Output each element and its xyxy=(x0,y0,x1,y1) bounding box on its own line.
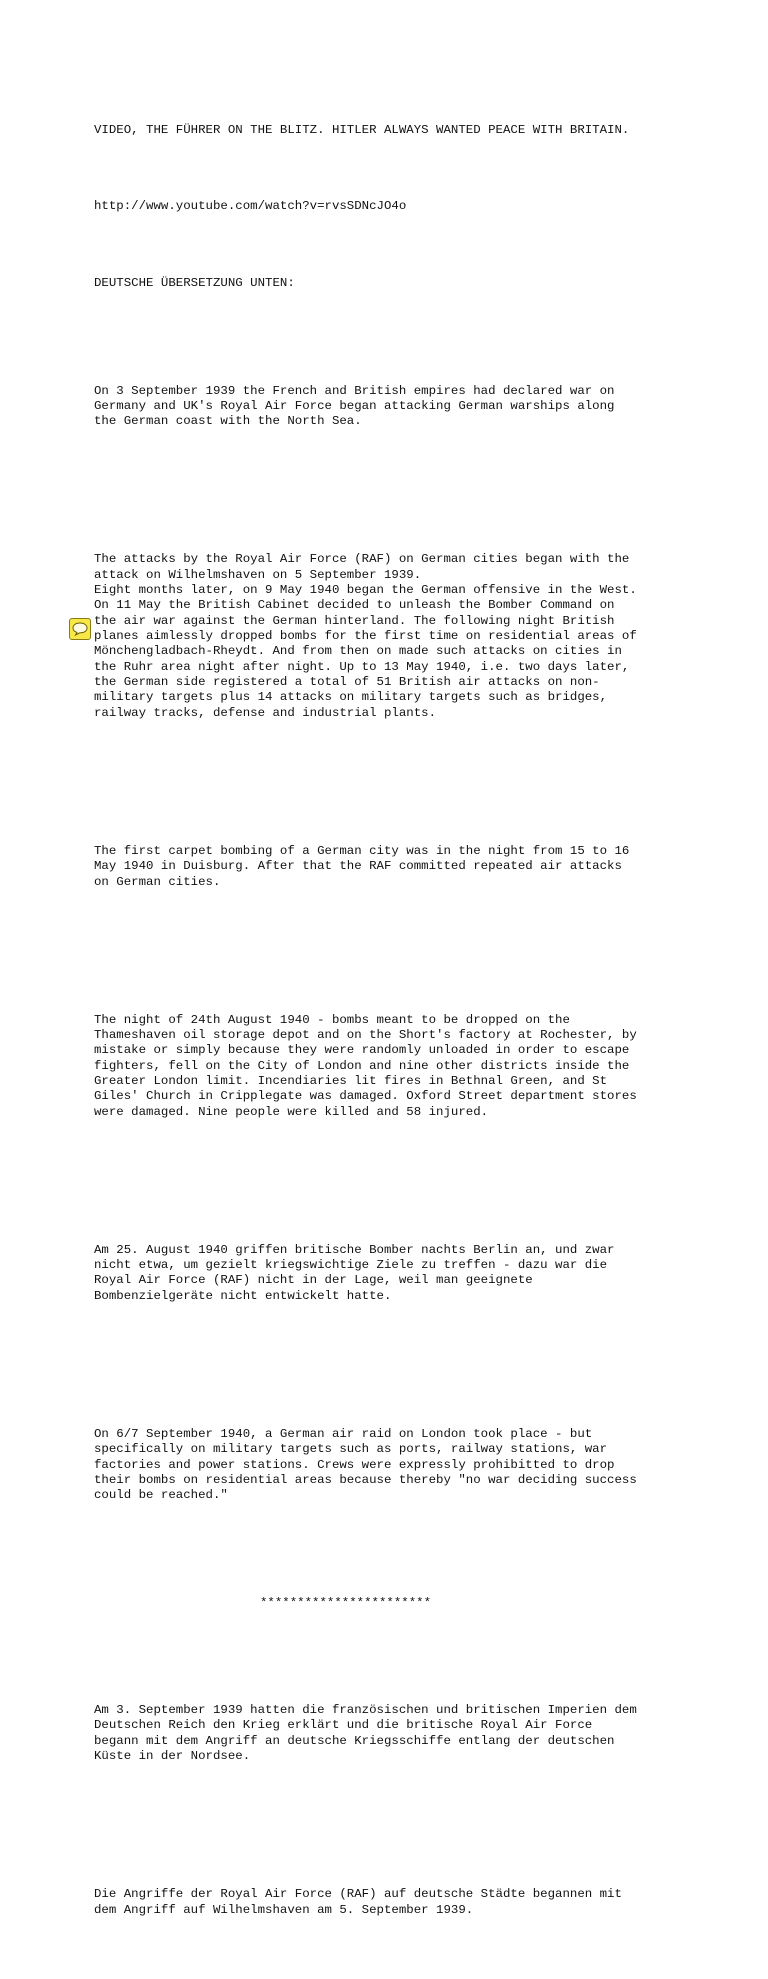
paragraph xyxy=(94,353,694,460)
text-line: Royal Air Force (RAF) nicht in der Lage, weil man geeignete xyxy=(94,1273,533,1288)
text-line: could be reached." xyxy=(94,1488,228,1503)
paragraph xyxy=(94,982,694,1151)
paragraph xyxy=(94,1396,694,1534)
speech-bubble-icon xyxy=(72,622,88,636)
text-line: Bombenzielgeräte nicht entwickelt hatte. xyxy=(94,1288,392,1303)
text-line: Eight months later, on 9 May 1940 began the German offensive in the West. xyxy=(94,583,637,597)
title-line xyxy=(94,123,694,138)
comment-icon[interactable] xyxy=(69,618,91,640)
text-line: Giles' Church in Cripplegate was damaged. Oxford Street department stores xyxy=(94,1089,637,1104)
paragraph xyxy=(94,813,694,920)
document-body xyxy=(94,92,694,1979)
text-line: railway tracks, defense and industrial plants. xyxy=(94,705,437,720)
text-line: the Ruhr area night after night. Up to 13 May 1940, i.e. two days later, xyxy=(94,659,630,674)
text-line: nicht etwa, um gezielt kriegswichtige Ziele zu treffen - dazu war die xyxy=(94,1258,608,1273)
text-line: the German side registered a total of 51 British air attacks on non- xyxy=(94,675,600,690)
text-line: planes aimlessly dropped bombs for the first time on residential areas of xyxy=(94,629,637,644)
paragraph xyxy=(94,1672,694,1795)
text-line: DEUTSCHE ÜBERSETZUNG UNTEN: xyxy=(94,276,295,291)
text-line: The first carpet bombing of a German city was in the night from 15 to 16 xyxy=(94,843,630,858)
text-line: were damaged. Nine people were killed and 58 injured. xyxy=(94,1104,489,1119)
text-line: fighters, fell on the City of London and nine other districts inside the xyxy=(94,1058,630,1073)
text-line: May 1940 in Duisburg. After that the RAF committed repeated air attacks xyxy=(94,859,622,874)
text-line: On 3 September 1939 the French and British empires had declared war on xyxy=(94,383,615,398)
text-line: military targets plus 14 attacks on military targets such as bridges, xyxy=(94,690,608,705)
paragraph xyxy=(94,1857,694,1949)
text-line: specifically on military targets such as ports, railway stations, war xyxy=(94,1442,608,1457)
text-line: begann mit dem Angriff an deutsche Kriegsschiffe entlang der deutschen xyxy=(94,1733,615,1748)
text-line: Mönchengladbach-Rheydt. And from then on made such attacks on cities in xyxy=(94,644,622,659)
text-line: Am 3. September 1939 hatten die französischen und britischen Imperien dem xyxy=(94,1703,637,1718)
text-line: Deutschen Reich den Krieg erklärt und die britische Royal Air Force xyxy=(94,1718,593,1733)
video-link[interactable] xyxy=(94,199,694,214)
text-line: their bombs on residential areas because thereby "no war deciding success xyxy=(94,1472,637,1487)
text-line: factories and power stations. Crews were expressly prohibitted to drop xyxy=(94,1457,615,1472)
text-line: On 6/7 September 1940, a German air raid on London took place - but xyxy=(94,1426,593,1441)
text-line: Greater London limit. Incendiaries lit fires in Bethnal Green, and St xyxy=(94,1074,608,1088)
text-line: On 11 May the British Cabinet decided to unleash the Bomber Command on xyxy=(94,598,615,613)
text-line: VIDEO, THE FÜHRER ON THE BLITZ. HITLER ALWAYS WANTED PEACE WITH BRITAIN. xyxy=(94,122,630,137)
text-line: Die Angriffe der Royal Air Force (RAF) auf deutsche Städte begannen mit xyxy=(94,1887,622,1902)
separator-line: *********************** xyxy=(260,1595,432,1610)
text-line: the German coast with the North Sea. xyxy=(94,414,362,429)
translation-heading xyxy=(94,276,694,291)
text-line: Küste in der Nordsee. xyxy=(94,1749,251,1764)
text-line: The attacks by the Royal Air Force (RAF) on German cities began with the xyxy=(94,552,630,567)
text-line: attack on Wilhelmshaven on 5 September 1939. xyxy=(94,567,422,582)
text-line: mistake or simply because they were randomly unloaded in order to escape xyxy=(94,1043,630,1058)
text-line: dem Angriff auf Wilhelmshaven am 5. September 1939. xyxy=(94,1902,474,1917)
text-line: Thameshaven oil storage depot and on the Short's factory at Rochester, by xyxy=(94,1027,637,1042)
text-line: on German cities. xyxy=(94,874,221,889)
text-line: The night of 24th August 1940 - bombs meant to be dropped on the xyxy=(94,1012,570,1027)
paragraph xyxy=(94,1212,694,1335)
separator xyxy=(94,1596,694,1611)
text-line: the air war against the German hinterland. The following night British xyxy=(94,613,615,628)
paragraph xyxy=(94,522,694,752)
text-line: Germany and UK's Royal Air Force began attacking German warships along xyxy=(94,398,615,413)
text-line: Am 25. August 1940 griffen britische Bomber nachts Berlin an, und zwar xyxy=(94,1242,615,1257)
text-line[interactable]: http://www.youtube.com/watch?v=rvsSDNcJO4o xyxy=(94,199,407,214)
